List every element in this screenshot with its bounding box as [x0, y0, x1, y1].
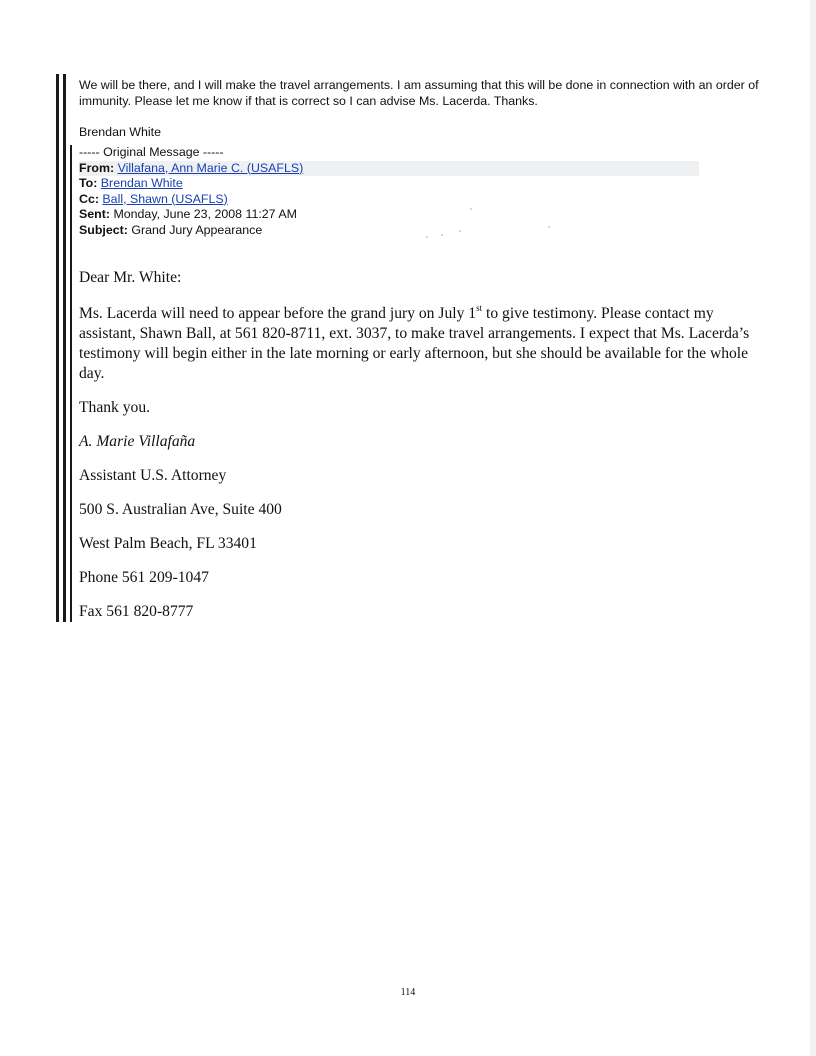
- to-row: [79, 176, 779, 192]
- paragraph-part-b: to give testimony. Please contact my assistant, Shawn Ball, at 561 820-8711, ext. 3037, to make travel arrangements. I expect that Ms. Lacerda’s testimony will begin either in the late morning or early afternoon, but she should be available for the whole day.: [79, 305, 750, 382]
- ordinal-suffix: st: [476, 303, 483, 313]
- reply-signature: Brendan White: [79, 125, 161, 139]
- closing-thanks: Thank you.: [79, 399, 151, 416]
- sent-label: Sent:: [79, 207, 110, 221]
- to-label: To:: [79, 176, 98, 190]
- address-line-1: 500 S. Australian Ave, Suite 400: [79, 501, 282, 518]
- cc-label: Cc:: [79, 191, 99, 206]
- sender-title: Assistant U.S. Attorney: [79, 467, 227, 484]
- subject-value: Grand Jury Appearance: [131, 222, 263, 237]
- fax-number: Fax 561 820-8777: [79, 603, 194, 620]
- cc-row: [79, 192, 779, 208]
- quote-bar-middle: [63, 74, 66, 622]
- address-line-2: West Palm Beach, FL 33401: [79, 535, 257, 552]
- page-number: 114: [400, 987, 416, 998]
- from-label: From:: [79, 160, 115, 175]
- original-message-divider: ----- Original Message -----: [79, 145, 224, 159]
- reply-text: We will be there, and I will make the travel arrangements. I am assuming that this will be done in connection with an order of immunity. Please let me know if that is correct so I can advise Ms. Lacerda. Thanks.: [79, 78, 759, 108]
- from-link[interactable]: Villafana, Ann Marie C. (USAFLS): [117, 160, 304, 175]
- sender-name: A. Marie Villafaña: [79, 433, 196, 450]
- to-link[interactable]: Brendan White: [100, 176, 183, 190]
- subject-label: Subject:: [79, 222, 128, 237]
- cc-link[interactable]: Ball, Shawn (USAFLS): [102, 191, 228, 206]
- subject-row: [79, 223, 779, 239]
- sent-value: Monday, June 23, 2008 11:27 AM: [113, 207, 297, 221]
- quote-bar-inner: [70, 145, 72, 622]
- scan-edge: [810, 0, 816, 1056]
- letter-paragraph: [79, 304, 759, 384]
- quote-bar-outer: [56, 74, 59, 622]
- from-row: [79, 161, 699, 177]
- letter-body: [79, 268, 759, 636]
- phone-number: Phone 561 209-1047: [79, 569, 209, 586]
- sent-row: [79, 207, 779, 223]
- paragraph-part-a: Ms. Lacerda will need to appear before the grand jury on July 1: [79, 305, 477, 322]
- reply-message: [79, 77, 769, 109]
- salutation: Dear Mr. White:: [79, 269, 182, 286]
- original-message-header: [79, 145, 779, 238]
